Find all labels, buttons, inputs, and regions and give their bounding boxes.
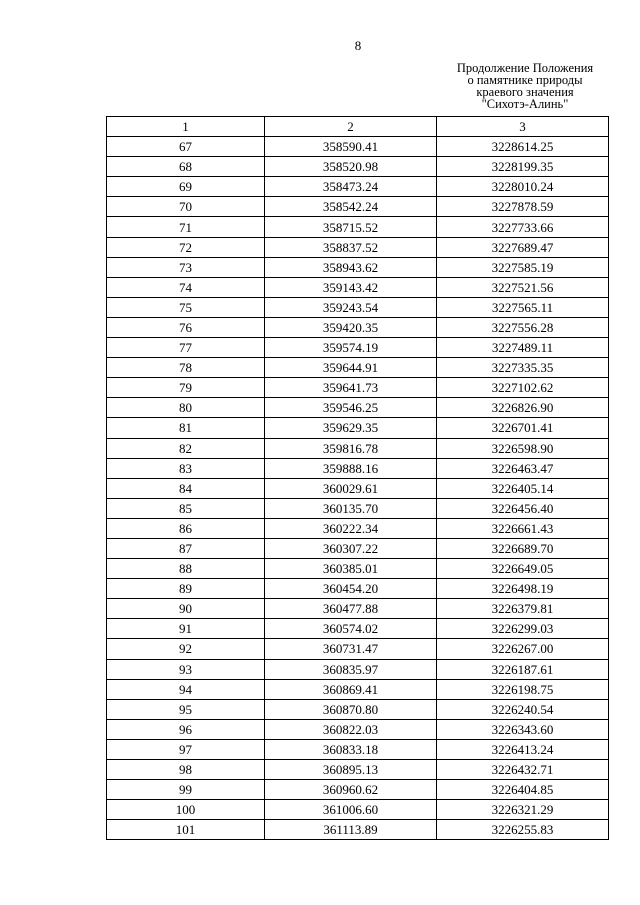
point-number-cell: 72 [107, 237, 265, 257]
table-row [107, 659, 609, 679]
document-continuation-header [450, 62, 600, 110]
table-row [107, 538, 609, 558]
x-coordinate-cell: 360833.18 [265, 739, 437, 759]
table-row [107, 358, 609, 378]
y-coordinate-cell: 3226405.14 [437, 478, 609, 498]
y-coordinate-cell: 3226463.47 [437, 458, 609, 478]
x-coordinate-cell: 358520.98 [265, 157, 437, 177]
header-line: о памятнике природы [467, 73, 583, 87]
point-number-cell: 81 [107, 418, 265, 438]
y-coordinate-cell: 3226661.43 [437, 518, 609, 538]
x-coordinate-cell: 359888.16 [265, 458, 437, 478]
point-number-cell: 68 [107, 157, 265, 177]
y-coordinate-cell: 3226379.81 [437, 599, 609, 619]
point-number-cell: 76 [107, 317, 265, 337]
table-row [107, 498, 609, 518]
point-number-cell: 69 [107, 177, 265, 197]
x-coordinate-cell: 360307.22 [265, 538, 437, 558]
table-row [107, 177, 609, 197]
x-coordinate-cell: 359816.78 [265, 438, 437, 458]
point-number-cell: 78 [107, 358, 265, 378]
table-row [107, 157, 609, 177]
point-number-cell: 83 [107, 458, 265, 478]
y-coordinate-cell: 3226598.90 [437, 438, 609, 458]
point-number-cell: 73 [107, 257, 265, 277]
point-number-cell: 98 [107, 760, 265, 780]
table-header-row [107, 117, 609, 137]
y-coordinate-cell: 3228010.24 [437, 177, 609, 197]
table-row [107, 438, 609, 458]
x-coordinate-cell: 361006.60 [265, 800, 437, 820]
x-coordinate-cell: 360731.47 [265, 639, 437, 659]
y-coordinate-cell: 3226456.40 [437, 498, 609, 518]
y-coordinate-cell: 3227878.59 [437, 197, 609, 217]
x-coordinate-cell: 359546.25 [265, 398, 437, 418]
y-coordinate-cell: 3227565.11 [437, 297, 609, 317]
table-row [107, 619, 609, 639]
y-coordinate-cell: 3226299.03 [437, 619, 609, 639]
y-coordinate-cell: 3226498.19 [437, 579, 609, 599]
x-coordinate-cell: 360870.80 [265, 699, 437, 719]
y-coordinate-cell: 3226649.05 [437, 559, 609, 579]
x-coordinate-cell: 358715.52 [265, 217, 437, 237]
x-coordinate-cell: 358590.41 [265, 137, 437, 157]
table-row [107, 197, 609, 217]
point-number-cell: 100 [107, 800, 265, 820]
x-coordinate-cell: 358542.24 [265, 197, 437, 217]
table-row [107, 137, 609, 157]
table-row [107, 639, 609, 659]
table-row [107, 458, 609, 478]
header-line: Продолжение Положения [456, 61, 594, 75]
x-coordinate-cell: 360477.88 [265, 599, 437, 619]
x-coordinate-cell: 360029.61 [265, 478, 437, 498]
table-row [107, 699, 609, 719]
point-number-cell: 85 [107, 498, 265, 518]
y-coordinate-cell: 3226432.71 [437, 760, 609, 780]
header-line: краевого значения [476, 85, 574, 99]
y-coordinate-cell: 3228614.25 [437, 137, 609, 157]
x-coordinate-cell: 359243.54 [265, 297, 437, 317]
x-coordinate-cell: 360574.02 [265, 619, 437, 639]
point-number-cell: 90 [107, 599, 265, 619]
point-number-cell: 86 [107, 518, 265, 538]
point-number-cell: 67 [107, 137, 265, 157]
x-coordinate-cell: 360454.20 [265, 579, 437, 599]
x-coordinate-cell: 359420.35 [265, 317, 437, 337]
point-number-cell: 80 [107, 398, 265, 418]
table-row [107, 217, 609, 237]
y-coordinate-cell: 3227521.56 [437, 277, 609, 297]
y-coordinate-cell: 3226343.60 [437, 719, 609, 739]
y-coordinate-cell: 3226413.24 [437, 739, 609, 759]
y-coordinate-cell: 3226240.54 [437, 699, 609, 719]
x-coordinate-cell: 359641.73 [265, 378, 437, 398]
point-number-cell: 70 [107, 197, 265, 217]
table-row [107, 599, 609, 619]
point-number-cell: 91 [107, 619, 265, 639]
table-row [107, 800, 609, 820]
table-row [107, 760, 609, 780]
point-number-cell: 75 [107, 297, 265, 317]
point-number-cell: 93 [107, 659, 265, 679]
x-coordinate-cell: 358943.62 [265, 257, 437, 277]
table-row [107, 579, 609, 599]
table-row [107, 820, 609, 840]
point-number-cell: 96 [107, 719, 265, 739]
table-row [107, 398, 609, 418]
point-number-cell: 82 [107, 438, 265, 458]
x-coordinate-cell: 360960.62 [265, 780, 437, 800]
x-coordinate-cell: 360895.13 [265, 760, 437, 780]
x-coordinate-cell: 360822.03 [265, 719, 437, 739]
x-coordinate-cell: 359574.19 [265, 338, 437, 358]
x-coordinate-cell: 360135.70 [265, 498, 437, 518]
table-row [107, 317, 609, 337]
table-row [107, 679, 609, 699]
table-row [107, 237, 609, 257]
column-header: 1 [107, 117, 265, 137]
table-row [107, 257, 609, 277]
x-coordinate-cell: 360869.41 [265, 679, 437, 699]
y-coordinate-cell: 3226187.61 [437, 659, 609, 679]
x-coordinate-cell: 359143.42 [265, 277, 437, 297]
table-row [107, 478, 609, 498]
table-row [107, 338, 609, 358]
table-row [107, 739, 609, 759]
point-number-cell: 95 [107, 699, 265, 719]
y-coordinate-cell: 3226689.70 [437, 538, 609, 558]
coordinates-table [106, 116, 609, 840]
y-coordinate-cell: 3226826.90 [437, 398, 609, 418]
y-coordinate-cell: 3226701.41 [437, 418, 609, 438]
y-coordinate-cell: 3226255.83 [437, 820, 609, 840]
y-coordinate-cell: 3227585.19 [437, 257, 609, 277]
x-coordinate-cell: 360222.34 [265, 518, 437, 538]
y-coordinate-cell: 3227556.28 [437, 317, 609, 337]
point-number-cell: 89 [107, 579, 265, 599]
point-number-cell: 79 [107, 378, 265, 398]
y-coordinate-cell: 3226267.00 [437, 639, 609, 659]
x-coordinate-cell: 359644.91 [265, 358, 437, 378]
x-coordinate-cell: 359629.35 [265, 418, 437, 438]
point-number-cell: 74 [107, 277, 265, 297]
column-header: 2 [265, 117, 437, 137]
y-coordinate-cell: 3226198.75 [437, 679, 609, 699]
y-coordinate-cell: 3226404.85 [437, 780, 609, 800]
table-row [107, 418, 609, 438]
table-row [107, 297, 609, 317]
point-number-cell: 87 [107, 538, 265, 558]
x-coordinate-cell: 358837.52 [265, 237, 437, 257]
header-line: "Сихотэ-Алинь" [481, 97, 569, 111]
point-number-cell: 99 [107, 780, 265, 800]
y-coordinate-cell: 3227335.35 [437, 358, 609, 378]
x-coordinate-cell: 360385.01 [265, 559, 437, 579]
page-number: 8 [354, 38, 362, 53]
point-number-cell: 101 [107, 820, 265, 840]
point-number-cell: 77 [107, 338, 265, 358]
point-number-cell: 94 [107, 679, 265, 699]
x-coordinate-cell: 358473.24 [265, 177, 437, 197]
point-number-cell: 88 [107, 559, 265, 579]
point-number-cell: 71 [107, 217, 265, 237]
y-coordinate-cell: 3227102.62 [437, 378, 609, 398]
table-row [107, 518, 609, 538]
table-row [107, 559, 609, 579]
y-coordinate-cell: 3228199.35 [437, 157, 609, 177]
point-number-cell: 84 [107, 478, 265, 498]
y-coordinate-cell: 3227689.47 [437, 237, 609, 257]
table-row [107, 719, 609, 739]
y-coordinate-cell: 3227489.11 [437, 338, 609, 358]
y-coordinate-cell: 3226321.29 [437, 800, 609, 820]
x-coordinate-cell: 361113.89 [265, 820, 437, 840]
x-coordinate-cell: 360835.97 [265, 659, 437, 679]
column-header: 3 [437, 117, 609, 137]
table-row [107, 277, 609, 297]
point-number-cell: 97 [107, 739, 265, 759]
point-number-cell: 92 [107, 639, 265, 659]
table-row [107, 780, 609, 800]
table-row [107, 378, 609, 398]
y-coordinate-cell: 3227733.66 [437, 217, 609, 237]
